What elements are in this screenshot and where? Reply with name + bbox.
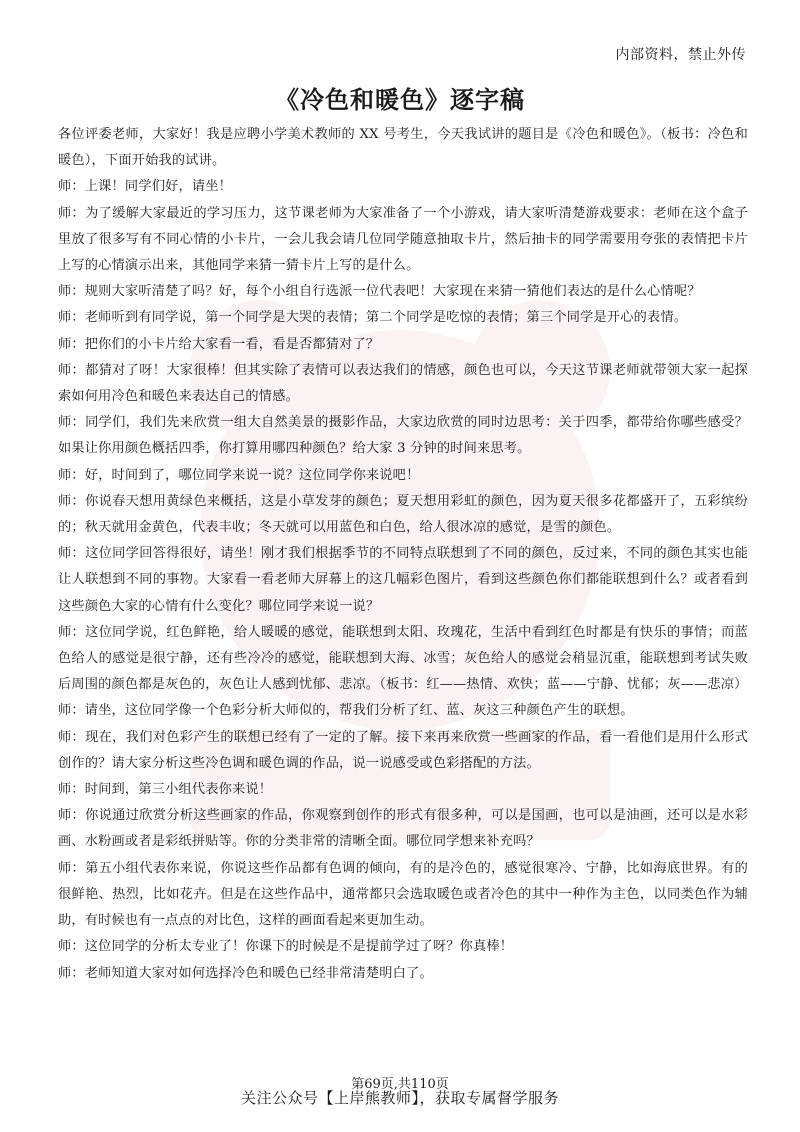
paragraph: 师：同学们，我们先来欣赏一组大自然美景的摄影作品，大家边欣赏的同时边思考：关于四季，都带给你哪些感受？如果让你用颜色概括四季，你打算用哪四种颜色？给大家 3 分钟的时间来思考。 bbox=[58, 415, 748, 457]
paragraph: 师：你说通过欣赏分析这些画家的作品，你观察到创作的形式有很多种，可以是国画，也可以是油画，还可以是水彩画、水粉画或者是彩纸拼贴等。你的分类非常的清晰全面。哪位同学想来补充吗？ bbox=[58, 808, 748, 850]
paragraph: 师：好，时间到了，哪位同学来说一说？这位同学你来说吧！ bbox=[58, 467, 420, 483]
paragraph: 师：现在，我们对色彩产生的联想已经有了一定的了解。接下来再来欣赏一些画家的作品，看一看他们是用什么形式创作的？请大家分析这些冷色调和暖色调的作品，说一说感受或色彩搭配的方法。 bbox=[58, 729, 748, 771]
paragraph: 师：时间到，第三小组代表你来说！ bbox=[58, 782, 273, 798]
paragraph: 师：老师知道大家对如何选择冷色和暖色已经非常清楚明白了。 bbox=[58, 965, 433, 981]
paragraph: 师：老师听到有同学说，第一个同学是大哭的表情；第二个同学是吃惊的表情；第三个同学是开心的表情。 bbox=[58, 310, 688, 326]
paragraph: 师：把你们的小卡片给大家看一看，看是否都猜对了？ bbox=[58, 336, 380, 352]
paragraph: 师：这位同学的分析太专业了！你课下的时候是不是提前学过了呀？你真棒！ bbox=[58, 939, 514, 955]
document-title: 《冷色和暖色》逐字稿 bbox=[275, 85, 525, 114]
paragraph: 师：都猜对了呀！大家很棒！但其实除了表情可以表达我们的情感，颜色也可以，今天这节课老师就带领大家一起探索如何用冷色和暖色来表达自己的情感。 bbox=[58, 362, 748, 405]
page-number: 第69页,共110页 bbox=[351, 1077, 449, 1092]
confidential-note: 内部资料，禁止外传 bbox=[615, 47, 746, 63]
paragraph: 师：为了缓解大家最近的学习压力，这节课老师为大家准备了一个小游戏，请大家听清楚游戏要求：老师在这个盒子里放了很多写有不同心情的小卡片，一会儿我会请几位同学随意抽取卡片，然后抽卡的同学需要用夸张的表情把卡片上写的心情演示出来，其他同学来猜一猜卡片上写的是什么。 bbox=[58, 205, 748, 274]
paragraph: 师：这位同学说，红色鲜艳，给人暖暖的感觉，能联想到太阳、玫瑰花，生活中看到红色时都是有快乐的事情；而蓝色给人的感觉是很宁静，还有些冷冷的感觉，能联想到大海、冰雪；灰色给人的感觉会稍显沉重，能联想到考试失败后周围的颜色都是灰色的，灰色让人感到忧郁、悲凉。（板书：红——热情、欢快；蓝——宁静、忧郁；灰——悲凉） bbox=[58, 624, 748, 693]
paragraph: 师：你说春天想用黄绿色来概括，这是小草发芽的颜色；夏天想用彩虹的颜色，因为夏天很多花都盛开了，五彩缤纷的；秋天就用金黄色，代表丰收；冬天就可以用蓝色和白色，给人很冰凉的感觉，是雪的颜色。 bbox=[58, 493, 748, 536]
paragraph: 师：规则大家听清楚了吗？好，每个小组自行选派一位代表吧！大家现在来猜一猜他们表达的是什么心情呢？ bbox=[58, 284, 701, 300]
paragraph: 师：请坐，这位同学像一个色彩分析大师似的，帮我们分析了红、蓝、灰这三种颜色产生的联想。 bbox=[58, 703, 634, 719]
paragraph-intro: 各位评委老师，大家好！我是应聘小学美术教师的 XX 号考生，今天我试讲的题目是《冷色和暖色》。（板书：冷色和暖色），下面开始我的试讲。 bbox=[58, 127, 748, 169]
paragraph: 师：第五小组代表你来说，你说这些作品都有色调的倾向，有的是冷色的，感觉很寒冷、宁静，比如海底世界。有的很鲜艳、热烈，比如花卉。但是在这些作品中，通常都只会选取暖色或者冷色的其中一种作为主色，以同类色作为辅助，有时候也有一点点的对比色，这样的画面看起来更加生动。 bbox=[58, 860, 748, 929]
footer-promo: 关注公众号【上岸熊教师】，获取专属督学服务 bbox=[240, 1089, 559, 1107]
transcript-body bbox=[58, 122, 748, 987]
paragraph: 师：上课！同学们好，请坐！ bbox=[58, 179, 233, 195]
paragraph: 师：这位同学回答得很好，请坐！刚才我们根据季节的不同特点联想到了不同的颜色，反过来，不同的颜色其实也能让人联想到不同的事物。大家看一看老师大屏幕上的这几幅彩色图片，看到这些颜色你们都能联想到什么？或者看到这些颜色大家的心情有什么变化？哪位同学来说一说？ bbox=[58, 546, 748, 614]
